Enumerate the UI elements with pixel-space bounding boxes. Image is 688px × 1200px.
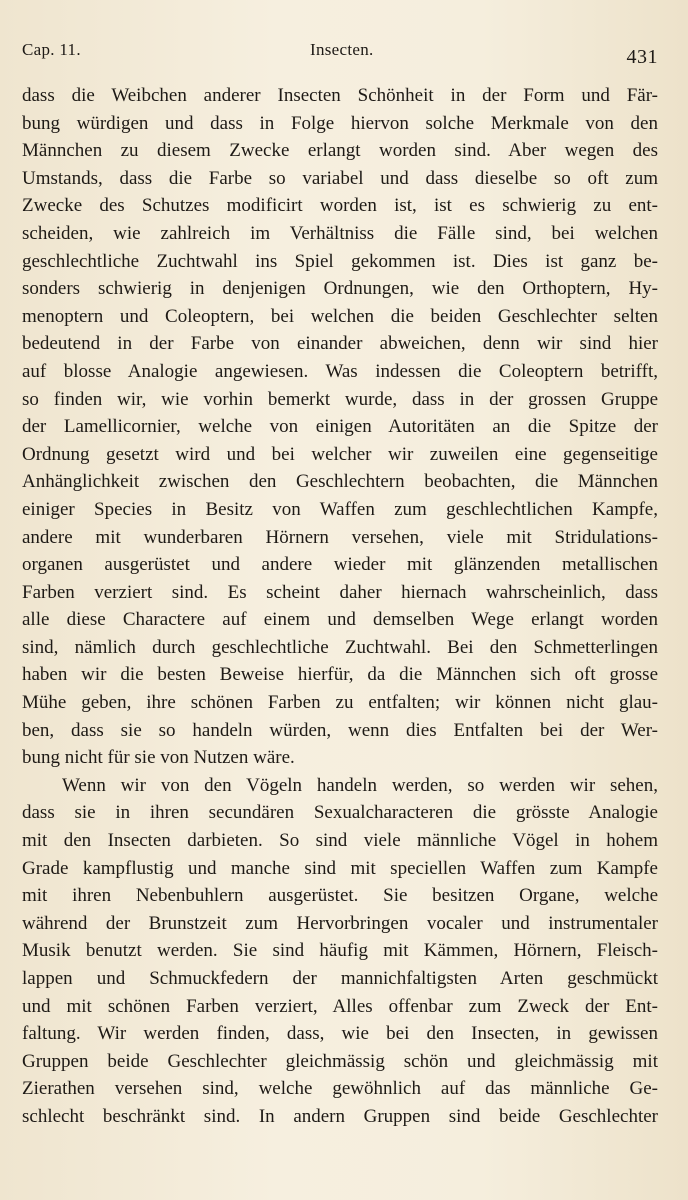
text-line: bung würdigen und dass in Folge hiervon solche Merkmale von den (22, 112, 658, 134)
text-line: Farben verziert sind. Es scheint daher hiernach wahrscheinlich, dass (22, 581, 658, 603)
text-line: organen ausgerüstet und andere wieder mit glänzenden metallischen (22, 554, 658, 576)
page-number: 431 (626, 46, 658, 68)
text-line: faltung. Wir werden finden, dass, wie bei den Insecten, in gewissen (22, 1023, 658, 1045)
text-line: auf blosse Analogie angewiesen. Was indessen die Coleoptern betrifft, (22, 360, 658, 382)
text-line: ben, dass sie so handeln würden, wenn dies Entfalten bei der Wer- (22, 719, 658, 741)
text-line: mit den Insecten darbieten. So sind viele männliche Vögel in hohem (22, 830, 658, 852)
text-line: Männchen zu diesem Zwecke erlangt worden sind. Aber wegen des (22, 140, 658, 162)
text-line: Zwecke des Schutzes modificirt worden ist, ist es schwierig zu ent- (22, 195, 658, 217)
text-line: Mühe geben, ihre schönen Farben zu entfalten; wir können nicht glau- (22, 692, 658, 714)
text-line: sonders schwierig in denjenigen Ordnungen, wie den Orthoptern, Hy- (22, 278, 658, 300)
chapter-label: Cap. 11. (22, 40, 81, 59)
text-line: Gruppen beide Geschlechter gleichmässig schön und gleichmässig mit (22, 1050, 658, 1072)
running-head (22, 40, 658, 68)
body-text (22, 82, 658, 1131)
text-line: und mit schönen Farben verziert, Alles offenbar zum Zweck der Ent- (22, 995, 658, 1017)
text-line: der Lamellicornier, welche von einigen Autoritäten an die Spitze der (22, 416, 658, 438)
text-line: Musik benutzt werden. Sie sind häufig mit Kämmen, Hörnern, Fleisch- (22, 940, 658, 962)
paragraph (22, 772, 658, 1131)
text-line: alle diese Charactere auf einem und demselben Wege erlangt worden (22, 609, 658, 631)
text-line: haben wir die besten Beweise hierfür, da die Männchen sich oft grosse (22, 664, 658, 686)
text-line: dass sie in ihren secundären Sexualcharacteren die grösste Analogie (22, 802, 658, 824)
text-line: menoptern und Coleoptern, bei welchen die beiden Geschlechter selten (22, 305, 658, 327)
text-line: Grade kampflustig und manche sind mit speciellen Waffen zum Kampfe (22, 857, 658, 879)
running-title: Insecten. (310, 40, 374, 59)
paragraph (22, 82, 658, 772)
text-line: Zierathen versehen sind, welche gewöhnlich auf das männliche Ge- (22, 1078, 658, 1100)
text-line: schlecht beschränkt sind. In andern Gruppen sind beide Geschlechter (22, 1105, 658, 1127)
text-line: dass die Weibchen anderer Insecten Schönheit in der Form und Fär- (22, 85, 658, 106)
text-line: während der Brunstzeit zum Hervorbringen vocaler und instrumentaler (22, 912, 658, 934)
text-line: sind, nämlich durch geschlechtliche Zuchtwahl. Bei den Schmetterlingen (22, 636, 658, 658)
text-line: geschlechtliche Zuchtwahl ins Spiel gekommen ist. Dies ist ganz be- (22, 250, 658, 272)
text-line: andere mit wunderbaren Hörnern versehen, viele mit Stridulations- (22, 526, 658, 548)
text-line: bedeutend in der Farbe von einander abweichen, denn wir sind hier (22, 333, 658, 355)
text-line: Anhänglichkeit zwischen den Geschlechtern beobachten, die Männchen (22, 471, 658, 493)
text-line: einiger Species in Besitz von Waffen zum geschlechtlichen Kampfe, (22, 498, 658, 520)
text-line: so finden wir, wie vorhin bemerkt wurde, dass in der grossen Gruppe (22, 388, 658, 410)
text-line: lappen und Schmuckfedern der mannichfaltigsten Arten geschmückt (22, 968, 658, 989)
text-line: scheiden, wie zahlreich im Verhältniss die Fälle sind, bei welchen (22, 222, 658, 244)
text-line: mit ihren Nebenbuhlern ausgerüstet. Sie besitzen Organe, welche (22, 885, 658, 907)
text-line: bung nicht für sie von Nutzen wäre. (22, 747, 295, 769)
text-line: Umstands, dass die Farbe so variabel und dass dieselbe so oft zum (22, 167, 658, 189)
text-line: Wenn wir von den Vögeln handeln werden, so werden wir sehen, (62, 774, 658, 796)
text-line: Ordnung gesetzt wird und bei welcher wir zuweilen eine gegenseitige (22, 443, 658, 465)
